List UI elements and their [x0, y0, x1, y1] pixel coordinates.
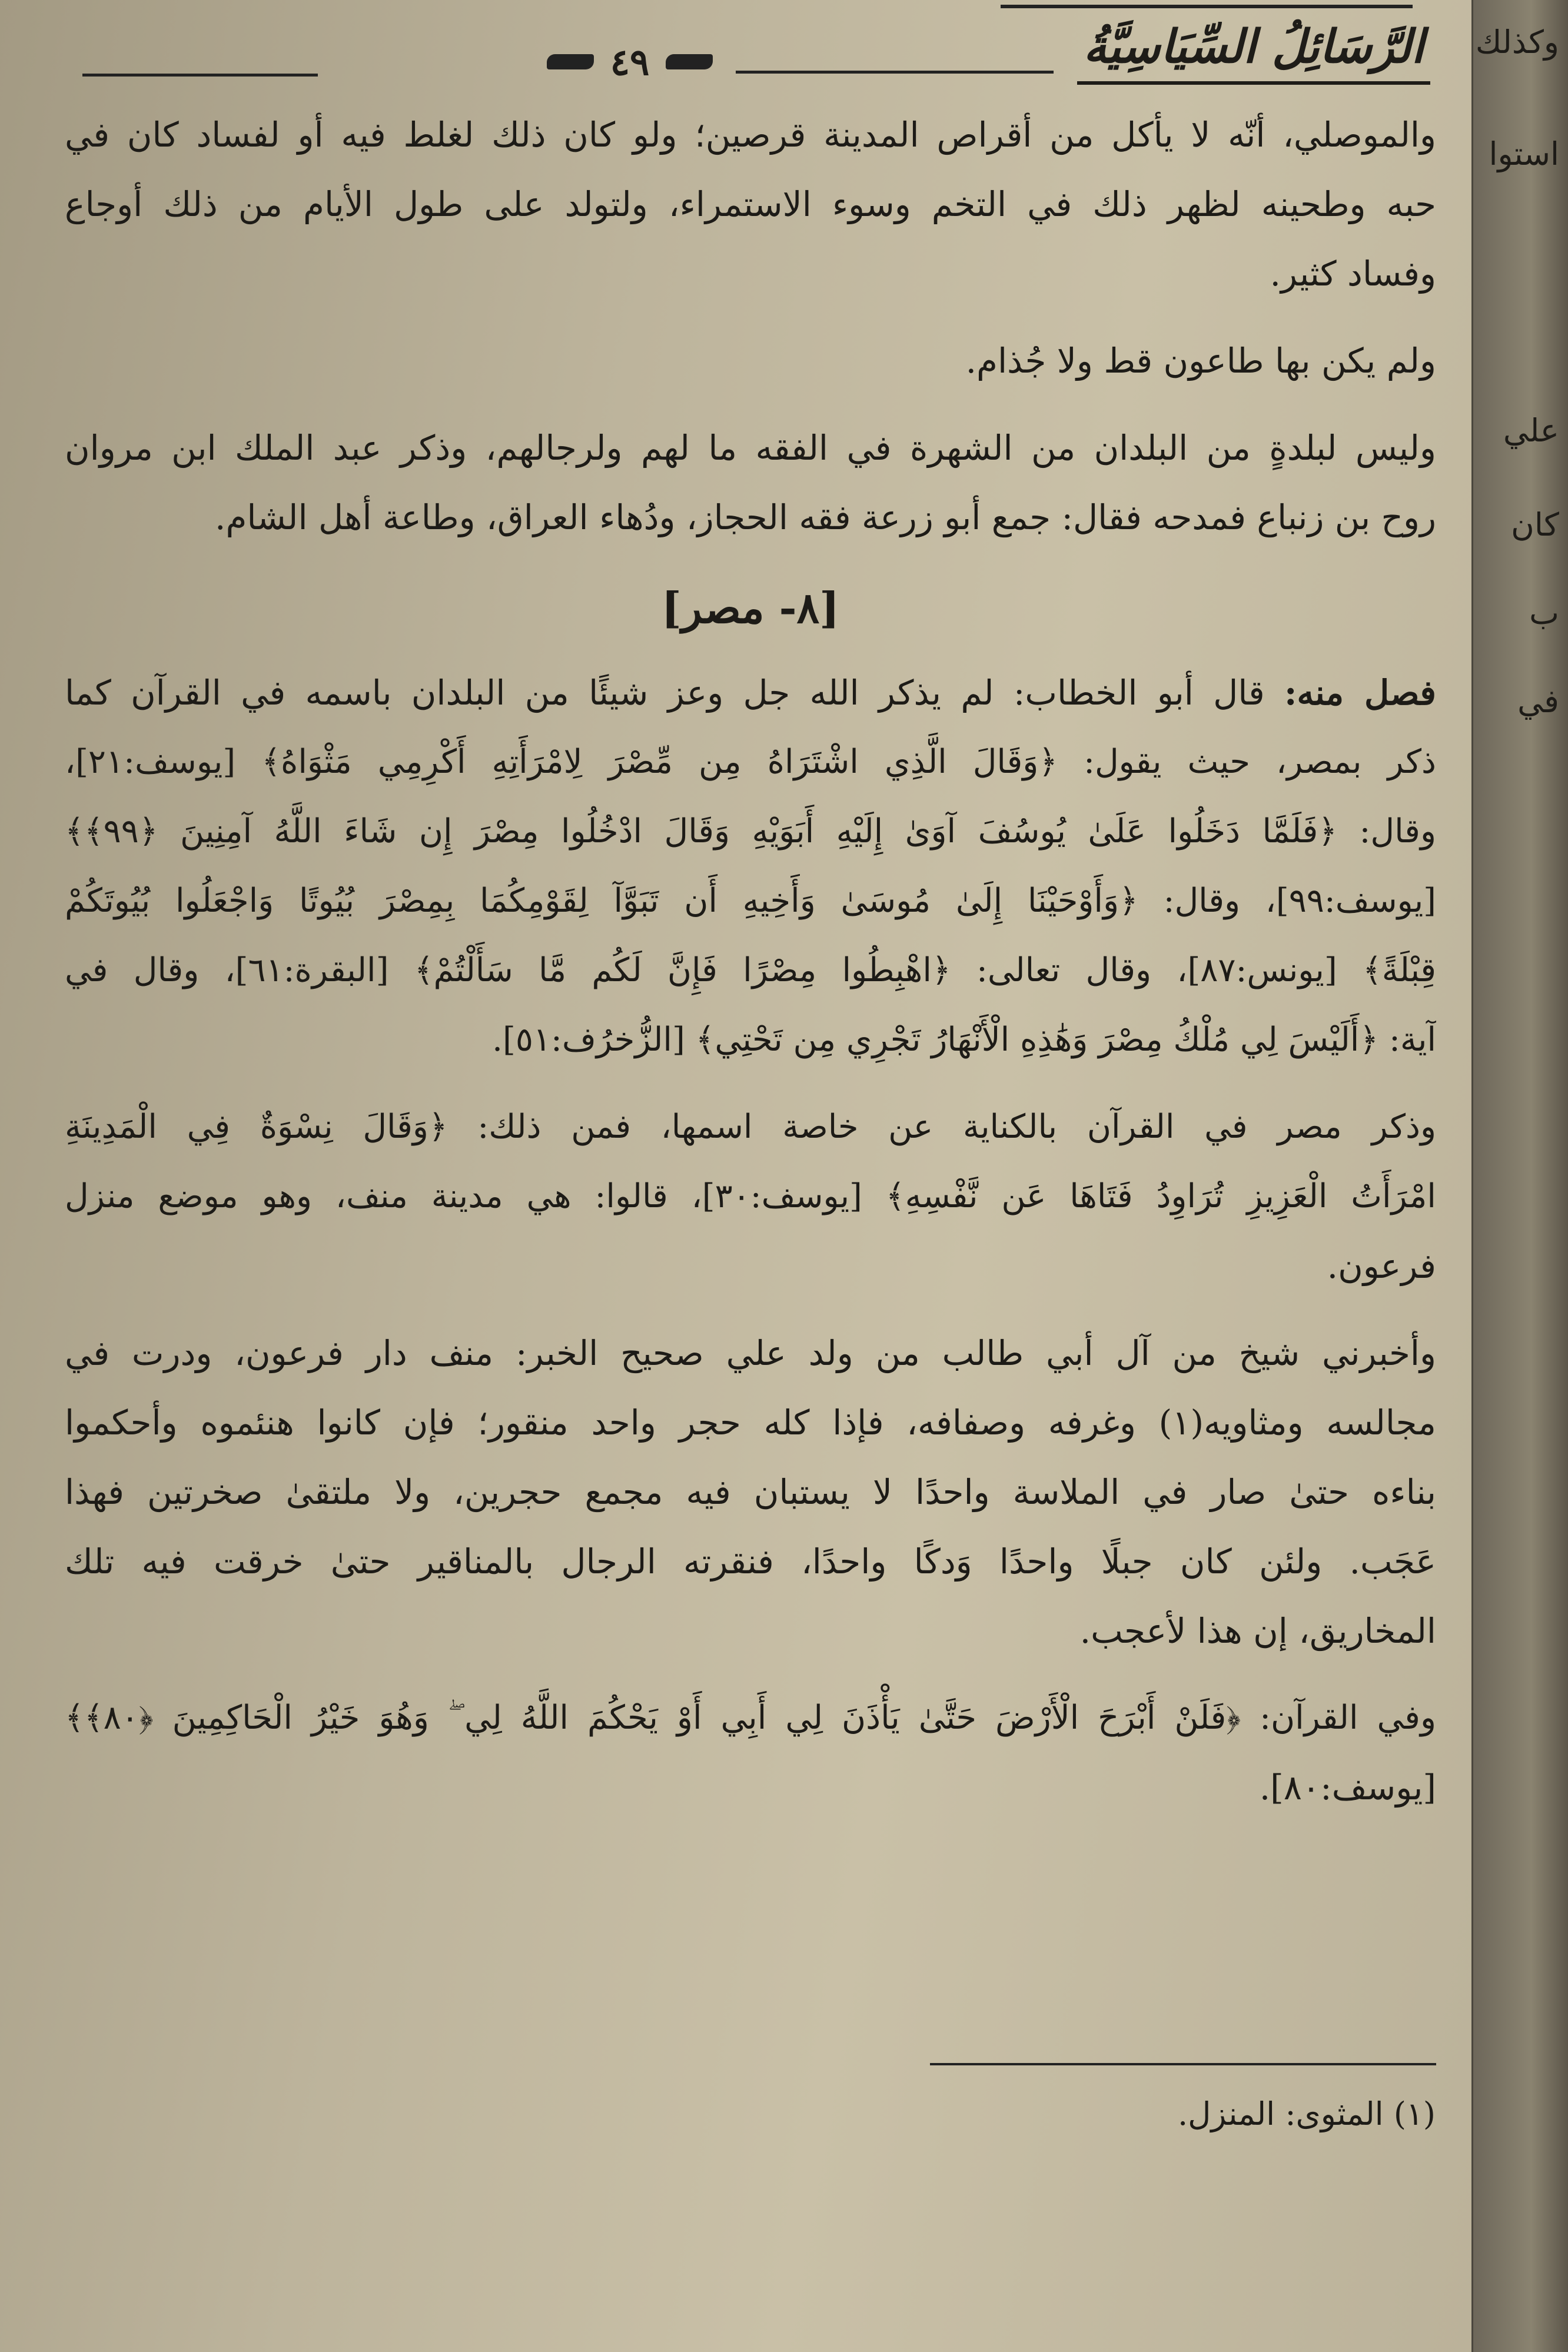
running-header — [82, 12, 1436, 100]
paragraph-lead: فصل منه: — [1284, 673, 1436, 713]
text-line: [يوسف:٨٠]. — [1259, 1768, 1436, 1808]
margin-word: علي — [1503, 412, 1559, 449]
margin-word: في — [1517, 683, 1559, 720]
text-line: قِبْلَةً﴾ [يونس:٨٧]، وقال تعالى: ﴿اهْبِطُوا مِصْرًا فَإِنَّ لَكُم مَّا سَأَلْتُمْ﴾ [البقرة:٦١]، وقال في — [65, 951, 1436, 989]
footnote: (١) المثوى: المنزل. — [1178, 2095, 1436, 2132]
text-line: قال أبو الخطاب: لم يذكر الله جل وعز شيئًا من البلدان باسمه في القرآن كما — [65, 673, 1265, 713]
paragraph — [65, 1318, 1436, 1666]
footnote-rule — [930, 2063, 1436, 2065]
margin-word: وكذلك — [1475, 24, 1559, 61]
paragraph — [65, 658, 1436, 1075]
text-line: آية: ﴿أَلَيْسَ لِي مُلْكُ مِصْرَ وَهَٰذِهِ الْأَنْهَارُ تَجْرِي مِن تَحْتِي﴾ [الزُّخرُف:٥١]. — [492, 1021, 1436, 1059]
next-page-edge — [1471, 0, 1568, 2352]
text-line: مجالسه ومثاويه(١) وغرفه وصفافه، فإذا كله حجر واحد منقور؛ فإن كانوا هنئموه وأحكموا — [65, 1403, 1436, 1443]
text-line: عَجَب. ولئن كان جبلًا واحدًا وَدكًا واحدًا، فنقرته الرجال بالمناقير حتىٰ خرقت فيه تلك — [65, 1542, 1436, 1582]
text-line: وقال: ﴿فَلَمَّا دَخَلُوا عَلَىٰ يُوسُفَ آوَىٰ إِلَيْهِ أَبَوَيْهِ وَقَالَ ادْخُلُوا مِصْرَ إِن شَاءَ اللَّهُ آمِنِينَ ﴿٩٩﴾﴾ — [65, 812, 1436, 851]
ornament-icon — [547, 54, 594, 69]
text-line: المخاريق، إن هذا لأعجب. — [1079, 1611, 1436, 1651]
text-line: وفي القرآن: ﴿فَلَنْ أَبْرَحَ الْأَرْضَ حَتَّىٰ يَأْذَنَ لِي أَبِي أَوْ يَحْكُمَ اللَّهُ لِي ۖ وَهُوَ خَيْرُ الْحَاكِمِينَ ﴿٨٠﴾﴾ — [65, 1699, 1436, 1737]
paragraph — [65, 413, 1436, 552]
top-rule — [1001, 5, 1413, 8]
margin-word: ب — [1529, 594, 1559, 632]
text-line: وفساد كثير. — [1270, 254, 1436, 294]
text-line: ولم يكن بها طاعون قط ولا جُذام. — [965, 341, 1436, 381]
text-line: روح بن زنباع فمدحه فقال: جمع أبو زرعة فقه الحجاز، ودُهاء العراق، وطاعة أهل الشام. — [215, 497, 1436, 537]
text-line: ذكر بمصر، حيث يقول: ﴿وَقَالَ الَّذِي اشْتَرَاهُ مِن مِّصْرَ لِامْرَأَتِهِ أَكْرِمِي مَثْوَاهُ﴾ [يوسف:٢١]، — [65, 743, 1436, 781]
text-line: والموصلي، أنّه لا يأكل من أقراص المدينة قرصين؛ ولو كان ذلك لغلط فيه أو لفساد كان في — [65, 115, 1436, 155]
paragraph — [65, 1683, 1436, 1822]
page-number: ٤٩ — [610, 40, 650, 84]
text-line: بناءه حتىٰ صار في الملاسة واحدًا لا يستبان فيه مجمع حجرين، ولا ملتقىٰ صخرتين فهذا — [65, 1472, 1436, 1512]
header-rule — [82, 74, 318, 77]
page-number-group — [530, 35, 730, 88]
header-title: الرَّسَائِلُ السِّيَاسِيَّةُ — [1071, 12, 1436, 88]
page-body — [65, 100, 1436, 1822]
text-line: وذكر مصر في القرآن بالكناية عن خاصة اسمها، فمن ذلك: ﴿وَقَالَ نِسْوَةٌ فِي الْمَدِينَةِ — [65, 1108, 1436, 1146]
text-line: حبه وطحينه لظهر ذلك في التخم وسوء الاستمراء، ولتولد على طول الأيام من ذلك أوجاع — [65, 184, 1436, 224]
margin-word: استوا — [1489, 135, 1559, 172]
paragraph — [65, 100, 1436, 308]
text-line: وأخبرني شيخ من آل أبي طالب من ولد علي صحيح الخبر: منف دار فرعون، ودرت في — [65, 1333, 1436, 1373]
text-line: وليس لبلدةٍ من البلدان من الشهرة في الفقه ما لهم ولرجالهم، وذكر عبد الملك ابن مروان — [65, 428, 1436, 468]
paragraph — [65, 326, 1436, 396]
paragraph — [65, 1092, 1436, 1301]
ornament-icon — [666, 54, 713, 69]
text-line: [يوسف:٩٩]، وقال: ﴿وَأَوْحَيْنَا إِلَىٰ مُوسَىٰ وَأَخِيهِ أَن تَبَوَّآ لِقَوْمِكُمَا بِمِصْرَ بُيُوتًا وَاجْعَلُوا بُيُوتَكُمْ — [65, 882, 1436, 920]
text-line: فرعون. — [1327, 1246, 1436, 1286]
header-rule — [736, 71, 1054, 74]
text-line: امْرَأَتُ الْعَزِيزِ تُرَاوِدُ فَتَاهَا عَن نَّفْسِهِ﴾ [يوسف:٣٠]، قالوا: هي مدينة منف، وهو موضع منزل — [65, 1177, 1436, 1215]
section-heading: [٨- مصر] — [661, 583, 840, 633]
margin-word: كان — [1511, 506, 1559, 543]
